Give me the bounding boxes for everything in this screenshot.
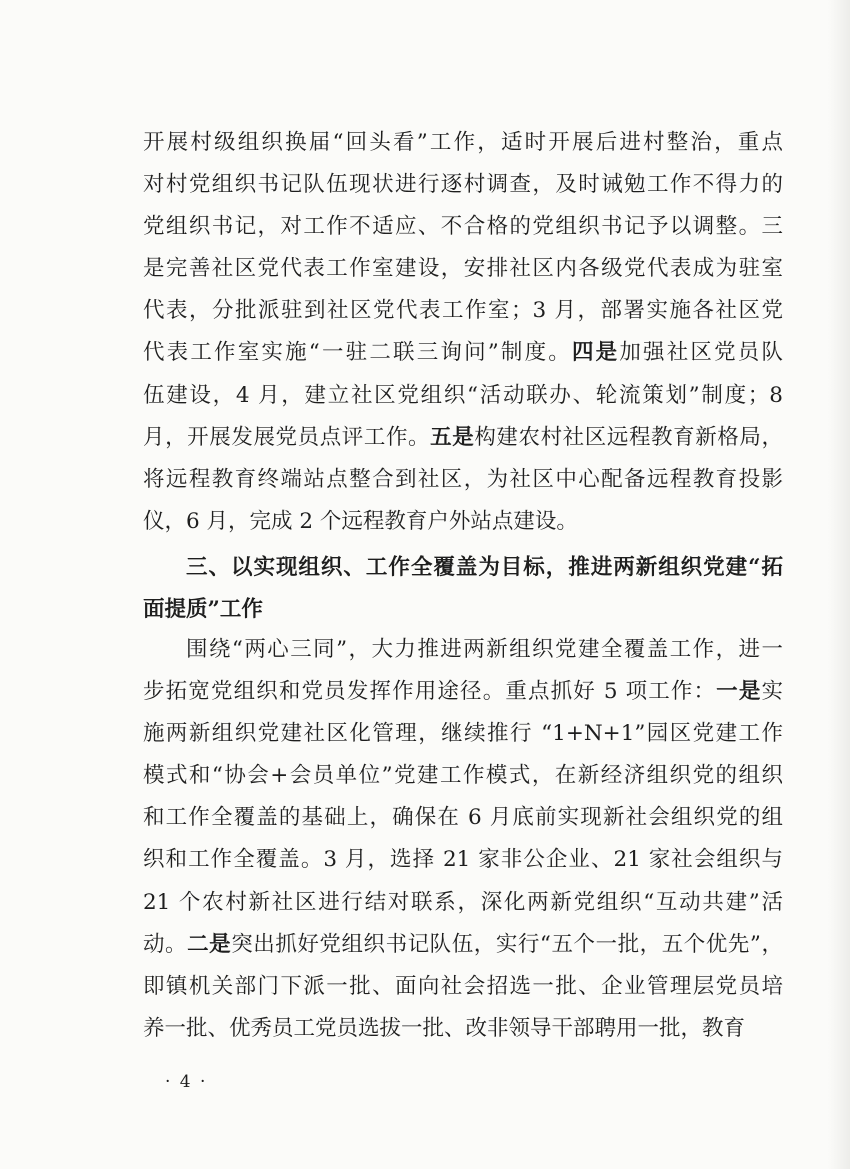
text-run: 代表，分批派驻到社区党代表工作室；3 月，部署实施各社区党 (143, 298, 783, 324)
text-run: 动。 (143, 931, 188, 957)
para2-line (143, 924, 783, 966)
text-run: 实 (761, 679, 783, 705)
para2-line (143, 671, 783, 713)
body-paragraph-continued (143, 122, 783, 543)
section-paragraph (143, 629, 783, 1050)
text-run: 突出抓好党组织书记队伍，实行“五个一批，五个优先”， (231, 931, 783, 957)
para2-line (143, 713, 783, 755)
text-run: 代表工作室实施“一驻二联三询问”制度。 (143, 340, 572, 366)
text-run: 月，开展发展党员点评工作。 (143, 424, 431, 450)
bold-ordinal: 一是 (716, 679, 762, 705)
text-run: 对村党组织书记队伍现状进行逐村调查，及时诫勉工作不得力的 (143, 172, 783, 198)
body-line (143, 459, 783, 501)
bold-ordinal: 四是 (571, 340, 620, 366)
text-run: 和工作全覆盖的基础上，确保在 6 月底前实现新社会组织党的组 (143, 805, 783, 831)
body-line (143, 501, 783, 543)
body-line (143, 332, 783, 374)
para2-line (143, 882, 783, 924)
text-run: 养一批、优秀员工党员选拔一批、改非领导干部聘用一批，教育 (143, 1015, 746, 1041)
body-line (143, 375, 783, 417)
text-run: 将远程教育终端站点整合到社区，为社区中心配备远程教育投影 (143, 466, 783, 492)
body-line (143, 164, 783, 206)
text-run: 织和工作全覆盖。3 月，选择 21 家非公企业、21 家社会组织与 (143, 847, 783, 873)
body-line (143, 290, 783, 332)
section-heading (143, 547, 783, 631)
para2-line (143, 839, 783, 881)
para2-line (143, 755, 783, 797)
para2-line (143, 1008, 783, 1050)
page-number: · 4 · (165, 1072, 208, 1092)
section-heading-line-2: 面提质”工作 (143, 597, 263, 623)
bold-ordinal: 二是 (187, 931, 232, 957)
text-run: 是完善社区党代表工作室建设，安排社区内各级党代表成为驻室 (143, 256, 783, 282)
text-run: 围绕“两心三同”，大力推进两新组织党建全覆盖工作，进一 (186, 637, 783, 662)
text-run: 开展村级组织换届“回头看”工作，适时开展后进村整治，重点 (143, 130, 783, 155)
text-run: 仪，6 月，完成 2 个远程教育户外站点建设。 (143, 508, 578, 534)
body-line (143, 206, 783, 248)
body-line (143, 122, 783, 164)
section-heading-line-1: 三、以实现组织、工作全覆盖为目标，推进两新组织党建“拓 (186, 555, 783, 580)
body-line (143, 417, 783, 459)
para2-line (143, 966, 783, 1008)
text-run: 步拓宽党组织和党员发挥作用途径。重点抓好 5 项工作： (143, 679, 717, 705)
text-run: 21 个农村新社区进行结对联系，深化两新党组织“互动共建”活 (143, 889, 783, 915)
bold-ordinal: 五是 (430, 424, 475, 450)
text-run: 模式和“协会+会员单位”党建工作模式，在新经济组织党的组织 (143, 763, 783, 789)
text-run: 伍建设，4 月，建立社区党组织“活动联办、轮流策划”制度；8 (143, 382, 783, 408)
para2-line (143, 629, 783, 671)
body-line (143, 248, 783, 290)
text-run: 党组织书记，对工作不适应、不合格的党组织书记予以调整。三 (143, 214, 783, 240)
text-run: 即镇机关部门下派一批、面向社会招选一批、企业管理层党员培 (143, 973, 783, 999)
para2-line (143, 797, 783, 839)
scan-edge-shadow (828, 0, 850, 1169)
text-run: 施两新组织党建社区化管理，继续推行 “1+N+1”园区党建工作 (143, 721, 783, 747)
text-run: 构建农村社区远程教育新格局， (474, 424, 783, 450)
text-run: 加强社区党员队 (619, 340, 783, 366)
